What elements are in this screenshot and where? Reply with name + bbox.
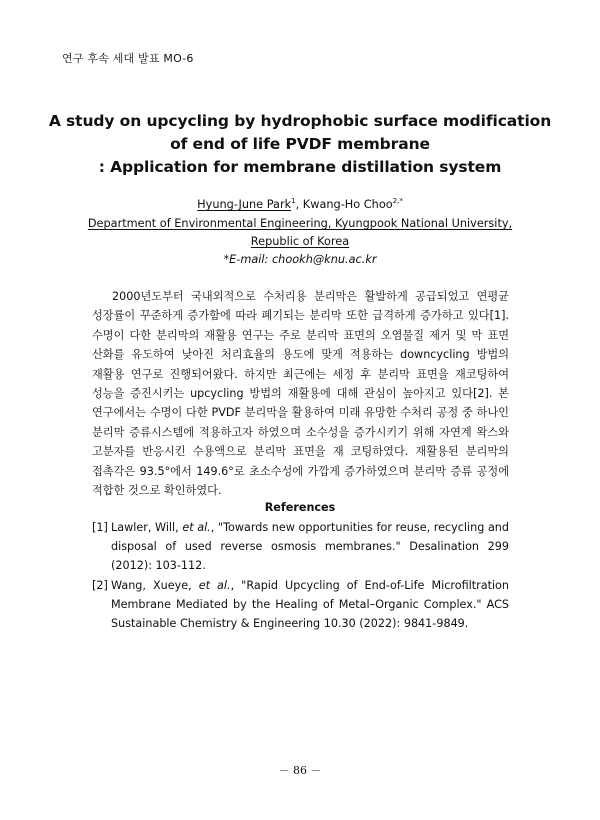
running-header: 연구 후속 세대 발표 MO-6: [62, 52, 194, 65]
contact-email: [40, 253, 560, 266]
reference-details: , "Towards new opportunities for reuse, recycling and disposal of used reverse osmosis membranes." Desalination 299 (2012): 103-112.: [111, 521, 509, 573]
reference-etal: et al.: [182, 521, 211, 534]
author-line: [40, 198, 560, 211]
paper-title-line-1: A study on upcycling by hydrophobic surface modification: [48, 112, 552, 130]
reference-authors: Lawler, Will,: [111, 521, 183, 534]
author-separator: ,: [295, 198, 303, 211]
paper-title-line-2: of end of life PVDF membrane: [170, 135, 430, 153]
reference-item: [92, 518, 509, 576]
reference-number: [1]: [92, 521, 108, 534]
affiliation-line-1: Department of Environmental Engineering, Kyungpook National University,: [87, 217, 513, 230]
author-1-name: Hyung-June Park: [197, 198, 292, 211]
affiliation-line-2: Republic of Korea: [250, 235, 350, 248]
reference-authors: Wang, Xueye,: [111, 578, 199, 592]
reference-details: , "Rapid Upcycling of End-of-Life Microfiltration Membrane Mediated by the Healing of Metal–Organic Complex." ACS Sustainable Chemistry & Engineering 10.30 (2022): 9841-9849.: [111, 578, 509, 631]
paper-title-line-3: : Application for membrane distillation system: [98, 158, 502, 176]
reference-number: [2]: [92, 578, 108, 592]
reference-item: [92, 576, 509, 634]
references-heading: References: [264, 501, 336, 514]
corresponding-mark: *: [399, 197, 403, 206]
author-2-affiliation-mark: 2,*: [392, 197, 403, 206]
author-2-name: Kwang-Ho Choo: [302, 198, 393, 211]
abstract-paragraph: 2000년도부터 국내외적으로 수처리용 분리막은 활발하게 공급되었고 연평균 성장률이 꾸준하게 증가함에 따라 폐기되는 분리막 또한 급격하게 증가하고 있다[1]. 수명이 다한 분리막의 재활용 연구는 주로 분리막 표면의 오염물질 제거 및 막 표면 산화를 유도하여 낮아진 처리효율의 용도에 맞게 적용하는 downcycling 방법의 재활용 연구로 진행되어왔다. 하지만 최근에는 세정 후 분리막 표면을 재코팅하여 성능을 증진시키는 upcycling 방법의 재활용에 대해 관심이 높아지고 있다[2]. 본 연구에서는 수명이 다한 PVDF 분리막을 활용하여 미래 유망한 수처리 공정 중 하나인 분리막 증류시스템에 적용하고자 하였으며 소수성을 증가시키기 위해 자연계 왁스와 고분자를 반응시킨 수용액으로 분리막 표면을 재 코팅하였다. 재활용된 분리막의 접촉각은 93.5°에서 149.6°로 초소수성에 가깝게 증가하였으며 분리막 증류 공정에 적합한 것으로 확인하였다.: [92, 290, 509, 498]
reference-etal: et al.: [198, 578, 231, 592]
reference-list: [92, 518, 509, 633]
email-address: E-mail: chookh@knu.ac.kr: [229, 253, 377, 266]
author-1-affiliation-mark: 1: [291, 197, 296, 206]
email-prefix: *: [223, 253, 230, 266]
page-number: － 86 －: [278, 764, 322, 777]
